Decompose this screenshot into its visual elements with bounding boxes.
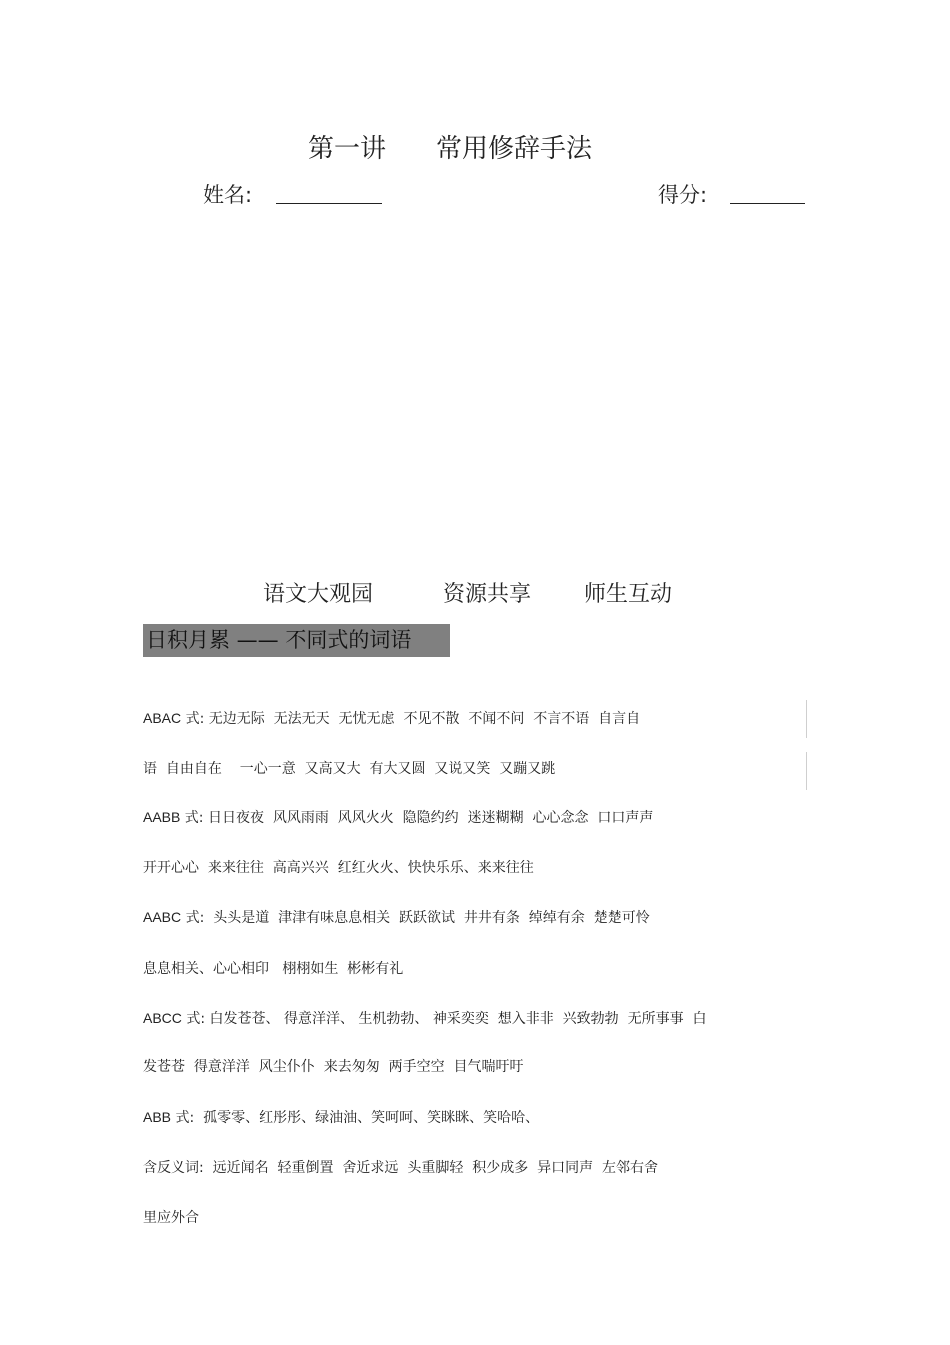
- word-row-abcc: [143, 1008, 706, 1028]
- word-row-aabb: [143, 807, 653, 827]
- name-blank[interactable]: [276, 203, 382, 204]
- word-row-abac: [143, 708, 640, 728]
- lecture-number: 第一讲: [307, 134, 386, 164]
- pattern-label: ABAC: [143, 710, 182, 726]
- pattern-label: ABCC: [143, 1010, 182, 1026]
- word-list: 里应外合: [143, 1210, 199, 1226]
- word-list: 式: 日日夜夜 风风雨雨 风风火火 隐隐约约 迷迷糊糊 心心念念 口口声声: [180, 810, 654, 826]
- pattern-label: AABC: [143, 909, 182, 925]
- word-row-aabc-cont: [143, 958, 403, 978]
- word-list: 含反义词: 远近闻名 轻重倒置 舍近求远 头重脚轻 积少成多 异口同声 左邻右舍: [143, 1160, 659, 1176]
- section-heading: 日积月累 —— 不同式的词语: [143, 624, 450, 657]
- word-list: 式: 无边无际 无法无天 无忧无虑 不见不散 不闻不问 不言不语 自言自: [181, 711, 641, 727]
- pattern-label: AABB: [143, 809, 181, 825]
- margin-line-top: [806, 700, 807, 738]
- word-list: 开开心心 来来往往 高高兴兴 红红火火、快快乐乐、来来往往: [143, 860, 534, 876]
- word-row-abb: [143, 1107, 539, 1127]
- word-row-antonym-cont: [143, 1207, 199, 1227]
- page-title: [0, 128, 900, 165]
- word-list: 语 自由自在 一心一意 又高又大 有大又圆 又说又笑 又蹦又跳: [143, 761, 556, 777]
- word-row-antonym: [143, 1157, 658, 1177]
- word-list: 式: 白发苍苍、 得意洋洋、 生机勃勃、 神采奕奕 想入非非 兴致勃勃 无所事事 白: [181, 1011, 707, 1027]
- margin-line-bottom: [806, 752, 807, 790]
- score-blank[interactable]: [730, 203, 805, 204]
- slogan-2: 资源共享: [443, 582, 532, 607]
- slogan-1: 语文大观园: [263, 582, 374, 607]
- slogan-3: 师生互动: [584, 582, 673, 607]
- score-label: 得分:: [658, 183, 708, 207]
- lecture-topic: 常用修辞手法: [436, 134, 593, 164]
- word-row-aabc: [143, 907, 650, 927]
- word-list: 式: 头头是道 津津有味息息相关 跃跃欲试 井井有条 绰绰有余 楚楚可怜: [181, 910, 650, 926]
- word-list: 息息相关、心心相印 栩栩如生 彬彬有礼: [143, 961, 404, 977]
- word-row-abcc-cont: [143, 1056, 524, 1076]
- pattern-label: ABB: [143, 1109, 172, 1125]
- word-list: 发苍苍 得意洋洋 风尘仆仆 来去匆匆 两手空空 目气喘吁吁: [143, 1059, 524, 1075]
- word-list: 式: 孤零零、红彤彤、绿油油、笑呵呵、笑眯眯、笑哈哈、: [171, 1110, 540, 1126]
- word-row-aabb-cont: [143, 857, 534, 877]
- word-row-abac-cont: [143, 758, 555, 778]
- name-label: 姓名:: [203, 183, 253, 207]
